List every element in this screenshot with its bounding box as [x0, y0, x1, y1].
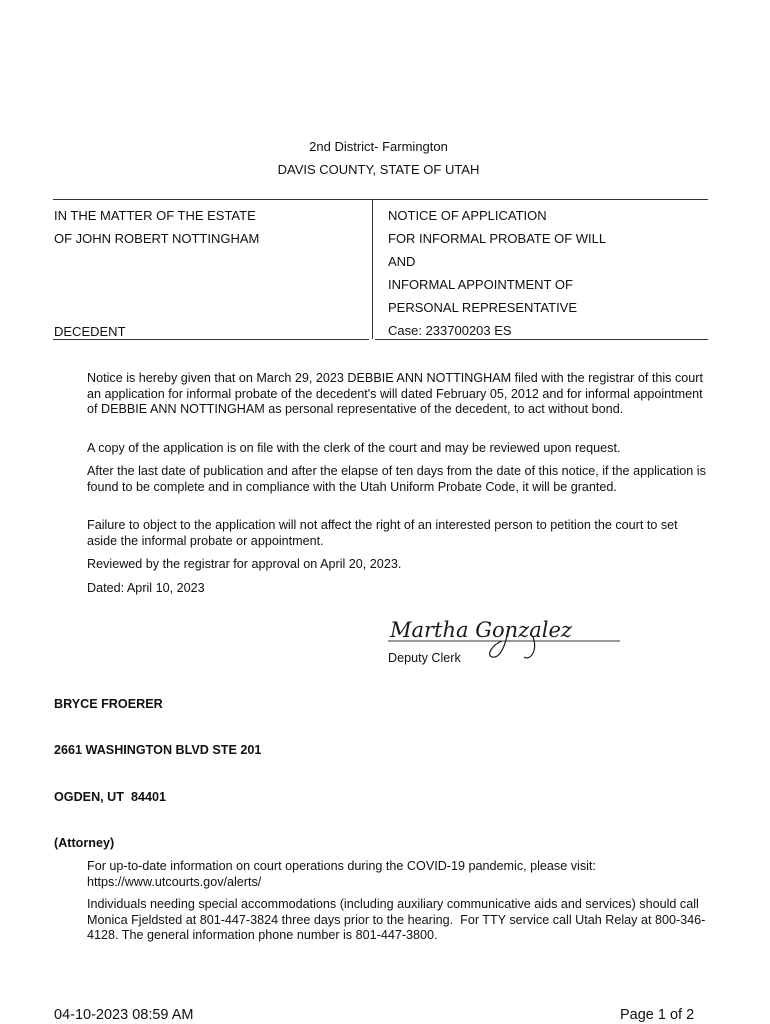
attorney-label: (Attorney)	[54, 836, 115, 850]
caption-line: NOTICE OF APPLICATION	[388, 208, 547, 223]
caption-line: FOR INFORMAL PROBATE OF WILL	[388, 231, 607, 246]
caption-line: AND	[388, 254, 416, 269]
signature-title: Deputy Clerk	[388, 651, 461, 665]
notice-paragraph: Notice is hereby given that on March 29, 2023 DEBBIE ANN NOTTINGHAM filed with the registrar of this court an application for informal probate of the decedent's will dated February 05, 2012 and for informal appointment of DEBBIE ANN NOTTINGHAM as personal representative of the decedent, to act without bond.	[87, 371, 703, 416]
footer-page-number: Page 1 of 2	[620, 1007, 695, 1023]
reviewed-paragraph: Reviewed by the registrar for approval on April 20, 2023.	[87, 557, 402, 571]
attorney-name: BRYCE FROERER	[54, 697, 163, 711]
caption-decedent-label: DECEDENT	[54, 324, 126, 339]
copy-paragraph: A copy of the application is on file with the clerk of the court and may be reviewed upon request.	[87, 441, 621, 455]
covid-notice: For up-to-date information on court operations during the COVID-19 pandemic, please visit: https://www.utcourts.gov/alerts/	[87, 859, 596, 889]
caption-top-rule	[53, 199, 708, 200]
caption-estate-line1: IN THE MATTER OF THE ESTATE	[54, 208, 256, 223]
caption-divider	[372, 199, 373, 339]
caption-estate-line2: OF JOHN ROBERT NOTTINGHAM	[54, 231, 260, 246]
dated-paragraph: Dated: April 10, 2023	[87, 581, 205, 595]
objection-paragraph: Failure to object to the application will not affect the right of an interested person to petition the court to set aside the informal probate or appointment.	[87, 518, 678, 548]
case-number: Case: 233700203 ES	[388, 323, 512, 338]
court-district: 2nd District- Farmington	[309, 139, 448, 154]
attorney-address2: OGDEN, UT 84401	[54, 790, 166, 804]
signature-script: Martha Gonzalez	[390, 618, 572, 642]
attorney-address1: 2661 WASHINGTON BLVD STE 201	[54, 743, 262, 757]
caption-line: INFORMAL APPOINTMENT OF	[388, 277, 573, 292]
accommodations-notice: Individuals needing special accommodations (including auxiliary communicative aids and services) should call Monica Fjeldsted at 801-447-3824 three days prior to the hearing. For TTY service call Utah Relay at 800-346-4128. The general information phone number is 801-447-3800.	[87, 897, 706, 942]
court-county: DAVIS COUNTY, STATE OF UTAH	[277, 162, 480, 177]
publication-paragraph: After the last date of publication and after the elapse of ten days from the date of this notice, if the application is found to be complete and in compliance with the Utah Uniform Probate Code, it will be granted.	[87, 464, 706, 494]
caption-line: PERSONAL REPRESENTATIVE	[388, 300, 578, 315]
caption-notice-title	[388, 204, 606, 342]
footer-timestamp: 04-10-2023 08:59 AM	[54, 1007, 194, 1023]
